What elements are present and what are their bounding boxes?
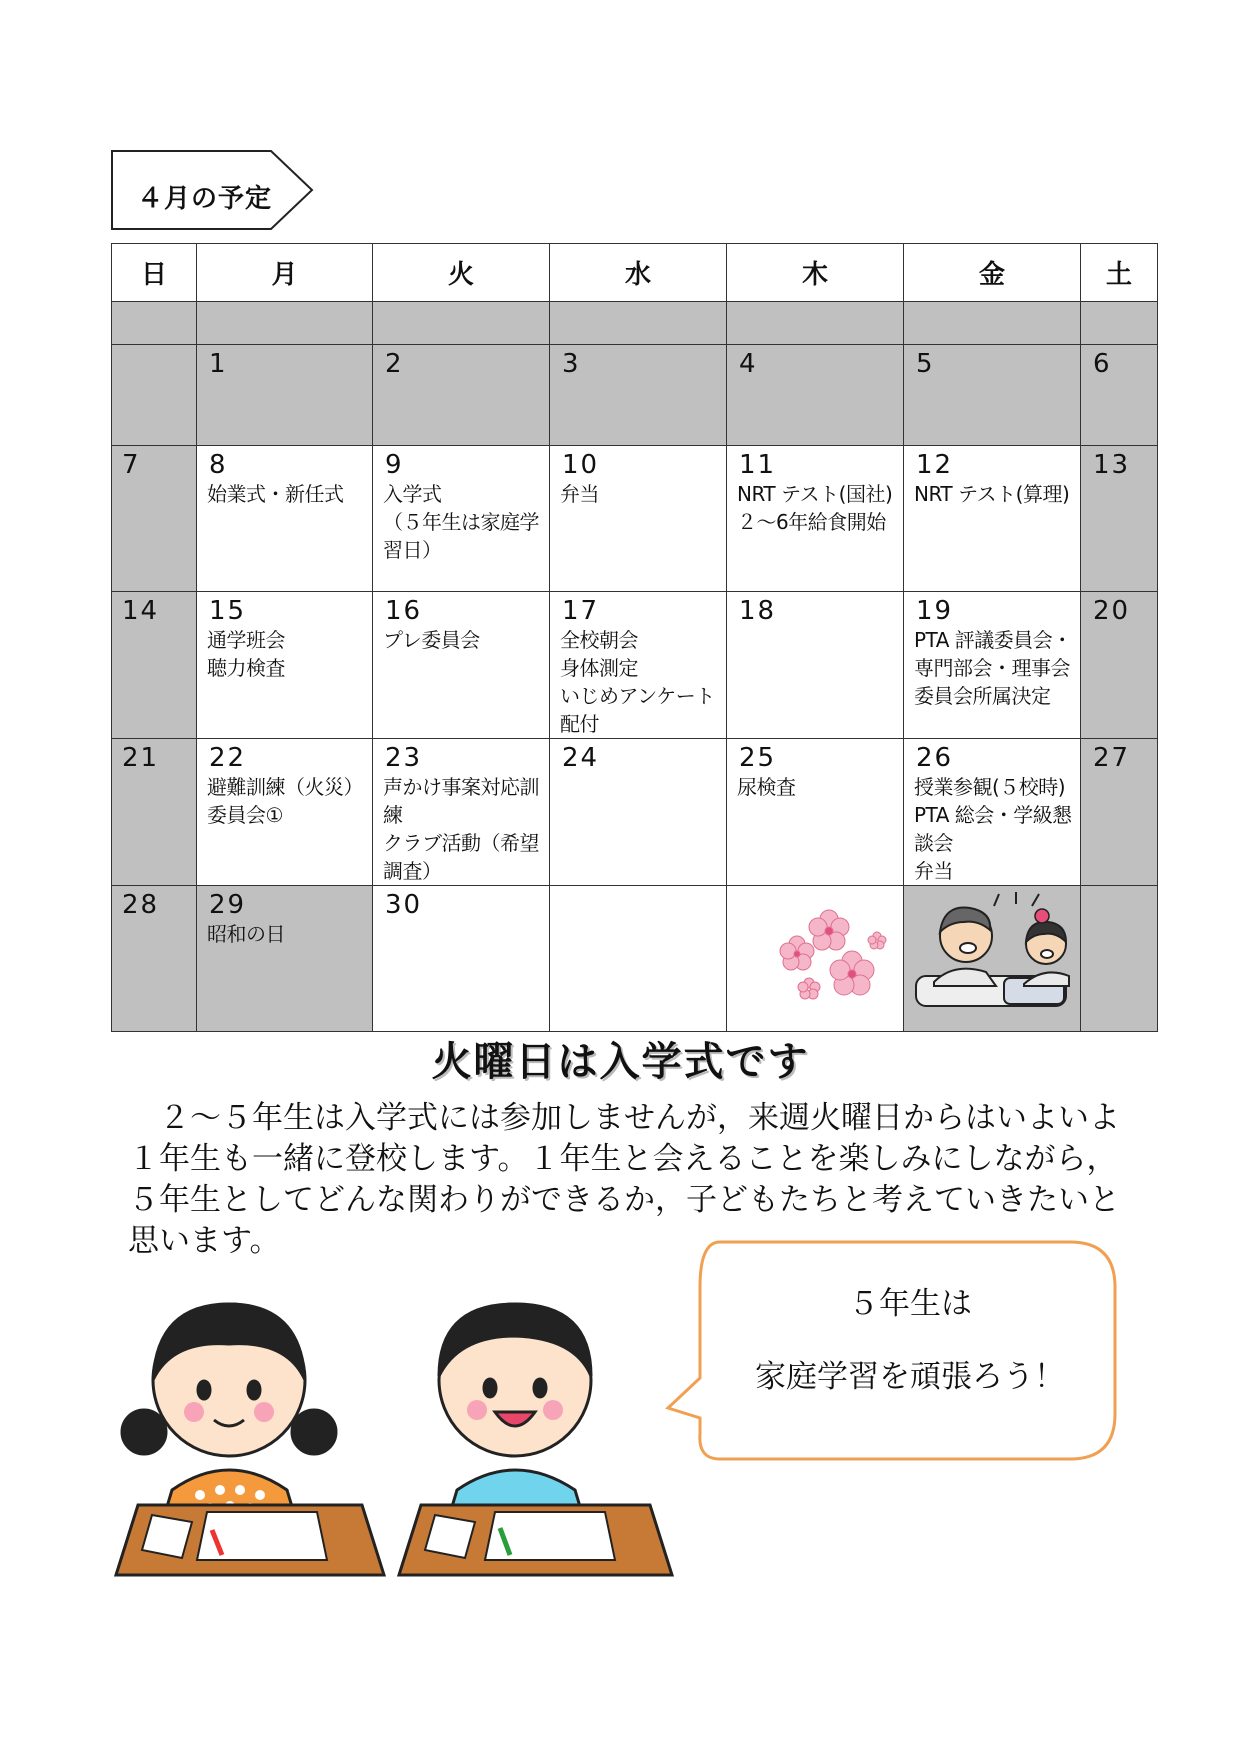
day-number: 24 [562, 743, 600, 773]
day-number: 1 [209, 349, 228, 379]
calendar-cell [727, 345, 904, 446]
cherry-blossom-icon [727, 886, 904, 1011]
blank-week-row [112, 302, 1158, 345]
week-row [112, 592, 1158, 739]
weekday-header: 金 [904, 244, 1081, 302]
weekday-header-row [112, 244, 1158, 302]
calendar-cell [373, 886, 550, 1032]
body-paragraph: ２～５年生は入学式には参加しませんが，来週火曜日からはいよいよ１年生も一緒に登校します。１年生と会えることを楽しみにしながら，５年生としてどんな関わりができるか，子どもたちと考えていきたいと思います。 [128, 1100, 1120, 1259]
calendar-cell [1081, 302, 1158, 345]
day-number: 19 [916, 596, 954, 626]
week-row [112, 739, 1158, 886]
day-events: 通学班会 聴力検査 [207, 628, 285, 680]
day-events: 昭和の日 [207, 922, 285, 946]
calendar-cell [1081, 592, 1158, 739]
week-row [112, 886, 1158, 1032]
calendar-cell [197, 345, 373, 446]
day-events: 始業式・新任式 [207, 482, 344, 506]
kids-reading-illustration [904, 886, 1081, 1011]
calendar-cell [727, 592, 904, 739]
calendar-cell [904, 592, 1081, 739]
bubble-line-2: 家庭学習を頑張ろう！ [755, 1359, 1065, 1395]
calendar-cell [112, 739, 197, 886]
schedule-heading-tag [111, 150, 314, 230]
calendar-cell-kids [904, 886, 1081, 1032]
day-number: 28 [122, 890, 160, 920]
calendar-cell [550, 302, 727, 345]
calendar-cell [550, 739, 727, 886]
day-number [112, 345, 196, 349]
day-number: 16 [385, 596, 423, 626]
day-number: 8 [209, 450, 228, 480]
day-number: 11 [739, 450, 777, 480]
section-title: 火曜日は入学式です [431, 1039, 810, 1085]
day-number: 20 [1093, 596, 1131, 626]
calendar-cell [550, 886, 727, 1032]
bubble-line-1: ５年生は [848, 1286, 972, 1322]
day-events: 弁当 [560, 482, 599, 506]
day-events: 声かけ事案対応訓練 クラブ活動（希望調査） [383, 775, 539, 883]
day-number: 14 [122, 596, 160, 626]
calendar-cell [904, 345, 1081, 446]
calendar-cell [112, 592, 197, 739]
calendar-cell [373, 302, 550, 345]
day-number: 30 [385, 890, 423, 920]
calendar-cell [550, 446, 727, 592]
day-number: 3 [562, 349, 581, 379]
calendar-cell [1081, 446, 1158, 592]
day-number: 15 [209, 596, 247, 626]
calendar-cell-blossom [727, 886, 904, 1032]
calendar-cell [1081, 345, 1158, 446]
speech-bubble [660, 1238, 1120, 1464]
calendar-cell [904, 739, 1081, 886]
day-number: 7 [122, 450, 141, 480]
weekday-header: 木 [727, 244, 904, 302]
day-number: 5 [916, 349, 935, 379]
calendar-cell [112, 886, 197, 1032]
day-number: 21 [122, 743, 160, 773]
weekday-header: 日 [112, 244, 197, 302]
day-number: 27 [1093, 743, 1131, 773]
calendar-cell [373, 446, 550, 592]
calendar-cell [727, 302, 904, 345]
day-events: 入学式 （５年生は家庭学習日） [383, 482, 539, 562]
weekday-header: 火 [373, 244, 550, 302]
day-number: 26 [916, 743, 954, 773]
calendar-cell [112, 345, 197, 446]
calendar-cell [904, 446, 1081, 592]
calendar-cell [373, 592, 550, 739]
calendar-cell [197, 739, 373, 886]
boy-studying-illustration [395, 1290, 675, 1580]
day-number: 23 [385, 743, 423, 773]
calendar-cell [197, 886, 373, 1032]
calendar-cell [197, 446, 373, 592]
girl-studying-illustration [112, 1290, 387, 1580]
day-number: 25 [739, 743, 777, 773]
day-number: 4 [739, 349, 758, 379]
weekday-header: 月 [197, 244, 373, 302]
day-events: プレ委員会 [383, 628, 480, 652]
day-number: 10 [562, 450, 600, 480]
calendar-cell [197, 592, 373, 739]
schedule-title: ４月の予定 [137, 184, 273, 214]
day-number: 2 [385, 349, 404, 379]
calendar-table [111, 243, 1158, 1032]
weekday-header: 水 [550, 244, 727, 302]
calendar-cell [112, 302, 197, 345]
day-events: 授業参観(５校時) PTA 総会・学級懇談会 弁当 [914, 775, 1072, 883]
calendar-cell [727, 739, 904, 886]
day-number: 12 [916, 450, 954, 480]
day-number: 9 [385, 450, 404, 480]
day-number: 18 [739, 596, 777, 626]
calendar-cell [112, 446, 197, 592]
weekday-header: 土 [1081, 244, 1158, 302]
day-events: 避難訓練（火災） 委員会① [207, 775, 363, 827]
day-events: 尿検査 [737, 775, 796, 799]
day-number: 17 [562, 596, 600, 626]
calendar-cell [1081, 886, 1158, 1032]
day-events: PTA 評議委員会・専門部会・理事会 委員会所属決定 [914, 628, 1072, 708]
day-events: NRT テスト(国社) ２～6年給食開始 [737, 482, 893, 534]
day-events: 全校朝会 身体測定 いじめアンケート配付 [560, 628, 715, 736]
day-number: 13 [1093, 450, 1131, 480]
day-events: NRT テスト(算理) [914, 482, 1070, 506]
calendar-cell [373, 739, 550, 886]
calendar-cell [904, 302, 1081, 345]
calendar-cell [727, 446, 904, 592]
week-row [112, 446, 1158, 592]
day-number: 22 [209, 743, 247, 773]
calendar-cell [373, 345, 550, 446]
calendar-cell [550, 345, 727, 446]
calendar-cell [550, 592, 727, 739]
calendar-cell [1081, 739, 1158, 886]
calendar-cell [197, 302, 373, 345]
week-row [112, 345, 1158, 446]
day-number: 29 [209, 890, 247, 920]
day-number: 6 [1093, 349, 1112, 379]
